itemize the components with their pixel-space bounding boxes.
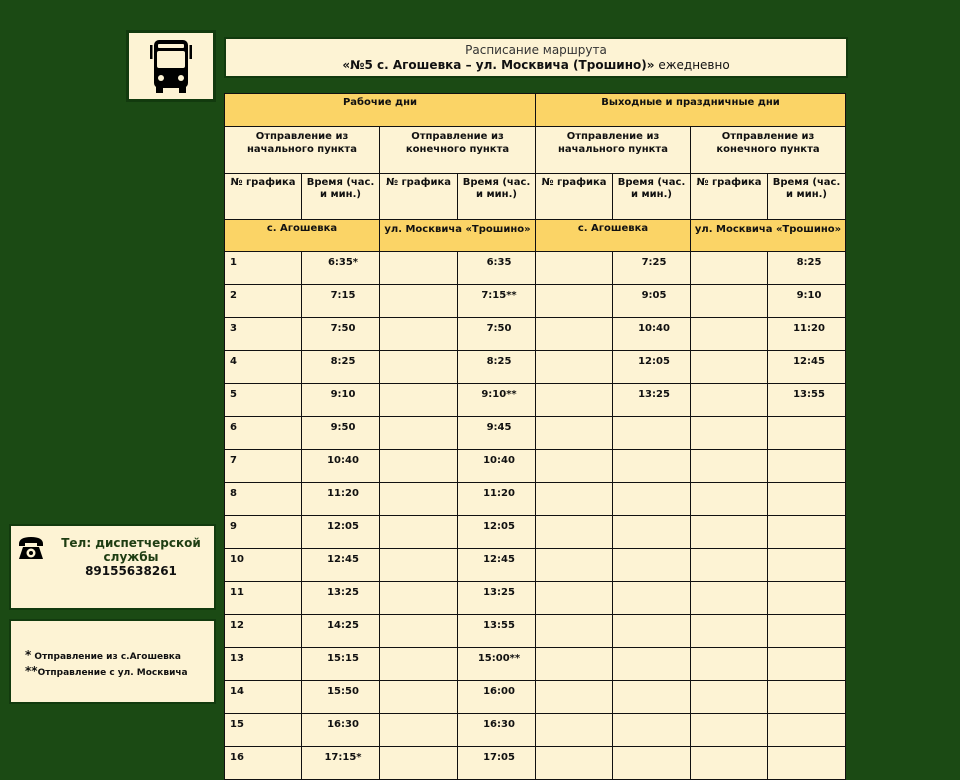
we-start-num [536, 318, 613, 351]
we-end-num [691, 351, 768, 384]
wd-end-time: 8:25 [458, 351, 536, 384]
we-start-num [536, 351, 613, 384]
title-suffix: ежедневно [654, 57, 730, 72]
we-start-num [536, 714, 613, 747]
wd-end-time: 12:05 [458, 516, 536, 549]
we-start-time [613, 450, 691, 483]
table-row [225, 648, 846, 681]
bus-icon [142, 37, 200, 95]
wd-end-num [380, 714, 458, 747]
wd-end-time: 7:50 [458, 318, 536, 351]
we-end-num [691, 417, 768, 450]
bus-logo-box [126, 30, 216, 102]
stop-end-wd: ул. Москвича «Трошино» [380, 220, 536, 252]
schedule-rows [225, 252, 846, 780]
row-num: 9 [225, 516, 302, 549]
wd-end-time: 12:45 [458, 549, 536, 582]
note-2 [25, 664, 214, 680]
table-row [225, 285, 846, 318]
table-row [225, 582, 846, 615]
we-start-time [613, 714, 691, 747]
wd-end-time: 15:00** [458, 648, 536, 681]
we-start-time [613, 747, 691, 780]
we-start-time [613, 516, 691, 549]
we-start-num [536, 450, 613, 483]
we-end-time [768, 516, 846, 549]
title-line2 [342, 58, 729, 73]
wd-start-time: 7:50 [302, 318, 380, 351]
we-end-time: 9:10 [768, 285, 846, 318]
row-num: 1 [225, 252, 302, 285]
wd-end-num [380, 318, 458, 351]
we-end-num [691, 648, 768, 681]
we-end-time [768, 582, 846, 615]
we-start-time [613, 648, 691, 681]
we-end-num [691, 714, 768, 747]
we-start-time: 13:25 [613, 384, 691, 417]
we-end-time: 8:25 [768, 252, 846, 285]
we-start-num [536, 516, 613, 549]
row-num: 16 [225, 747, 302, 780]
row-num: 4 [225, 351, 302, 384]
row-num: 3 [225, 318, 302, 351]
table-row [225, 384, 846, 417]
wd-end-num [380, 615, 458, 648]
wd-start-time: 12:05 [302, 516, 380, 549]
table-row [225, 615, 846, 648]
table-row [225, 417, 846, 450]
col-num-header: № графика [536, 174, 613, 220]
we-end-time [768, 450, 846, 483]
we-end-num [691, 615, 768, 648]
wd-start-time: 10:40 [302, 450, 380, 483]
wd-end-num [380, 285, 458, 318]
col-num-header: № графика [380, 174, 458, 220]
we-start-num [536, 285, 613, 318]
we-start-time [613, 417, 691, 450]
we-start-time [613, 549, 691, 582]
we-start-num [536, 615, 613, 648]
we-start-num [536, 483, 613, 516]
table-row [225, 450, 846, 483]
wd-end-num [380, 516, 458, 549]
we-end-time [768, 483, 846, 516]
row-num: 2 [225, 285, 302, 318]
route-name: «№5 с. Агошевка – ул. Москвича (Трошино)» [342, 57, 655, 72]
table-row [225, 483, 846, 516]
we-end-num [691, 252, 768, 285]
schedule-table [224, 93, 846, 780]
row-num: 10 [225, 549, 302, 582]
header-wd-from-end: Отправление из конечного пункта [380, 127, 536, 174]
wd-end-num [380, 681, 458, 714]
we-end-time [768, 549, 846, 582]
stop-end-we: ул. Москвича «Трошино» [691, 220, 846, 252]
wd-start-time: 14:25 [302, 615, 380, 648]
we-start-num [536, 582, 613, 615]
col-time-header: Время (час. и мин.) [458, 174, 536, 220]
wd-end-num [380, 417, 458, 450]
row-num: 6 [225, 417, 302, 450]
we-start-num [536, 648, 613, 681]
we-end-time [768, 714, 846, 747]
we-end-time [768, 615, 846, 648]
table-row [225, 681, 846, 714]
dispatcher-phone-box [9, 524, 216, 610]
we-end-num [691, 450, 768, 483]
row-num: 12 [225, 615, 302, 648]
we-end-num [691, 549, 768, 582]
wd-end-time: 9:45 [458, 417, 536, 450]
wd-end-num [380, 450, 458, 483]
phone-label [51, 536, 211, 578]
phone-number[interactable]: 89155638261 [85, 564, 177, 578]
we-end-num [691, 582, 768, 615]
title-line1: Расписание маршрута [465, 42, 607, 57]
we-end-time: 12:45 [768, 351, 846, 384]
table-row [225, 747, 846, 780]
wd-start-time: 9:50 [302, 417, 380, 450]
notes-box [9, 619, 216, 704]
we-start-num [536, 747, 613, 780]
wd-end-time: 16:30 [458, 714, 536, 747]
we-end-num [691, 483, 768, 516]
row-num: 8 [225, 483, 302, 516]
wd-start-time: 12:45 [302, 549, 380, 582]
wd-start-time: 15:15 [302, 648, 380, 681]
row-num: 14 [225, 681, 302, 714]
we-end-time [768, 747, 846, 780]
wd-end-time: 16:00 [458, 681, 536, 714]
wd-start-time: 8:25 [302, 351, 380, 384]
header-weekdays: Рабочие дни [225, 94, 536, 127]
header-we-from-start: Отправление из начального пункта [536, 127, 691, 174]
we-start-time: 9:05 [613, 285, 691, 318]
table-row [225, 351, 846, 384]
note-1 [25, 648, 214, 664]
we-end-num [691, 285, 768, 318]
wd-start-time: 16:30 [302, 714, 380, 747]
we-end-time [768, 648, 846, 681]
we-start-time: 12:05 [613, 351, 691, 384]
wd-end-time: 6:35 [458, 252, 536, 285]
wd-end-time: 13:55 [458, 615, 536, 648]
we-end-num [691, 516, 768, 549]
wd-end-time: 10:40 [458, 450, 536, 483]
wd-start-time: 6:35* [302, 252, 380, 285]
wd-end-num [380, 747, 458, 780]
we-end-num [691, 318, 768, 351]
wd-end-time: 9:10** [458, 384, 536, 417]
we-start-time [613, 681, 691, 714]
wd-start-time: 11:20 [302, 483, 380, 516]
we-start-time: 7:25 [613, 252, 691, 285]
table-row [225, 252, 846, 285]
we-end-time: 13:55 [768, 384, 846, 417]
wd-start-time: 7:15 [302, 285, 380, 318]
col-num-header: № графика [225, 174, 302, 220]
we-end-time [768, 681, 846, 714]
we-end-time [768, 417, 846, 450]
wd-end-time: 17:05 [458, 747, 536, 780]
wd-end-num [380, 252, 458, 285]
wd-end-num [380, 582, 458, 615]
phone-label-text: Тел: диспетчерской службы [61, 536, 201, 564]
table-row [225, 549, 846, 582]
we-end-num [691, 747, 768, 780]
table-row [225, 516, 846, 549]
row-num: 15 [225, 714, 302, 747]
row-num: 7 [225, 450, 302, 483]
col-num-header: № графика [691, 174, 768, 220]
table-row [225, 714, 846, 747]
schedule-title [224, 37, 848, 78]
we-start-num [536, 417, 613, 450]
row-num: 11 [225, 582, 302, 615]
wd-start-time: 13:25 [302, 582, 380, 615]
we-end-time: 11:20 [768, 318, 846, 351]
we-start-num [536, 252, 613, 285]
header-weekends: Выходные и праздничные дни [536, 94, 846, 127]
we-start-num [536, 384, 613, 417]
we-end-num [691, 384, 768, 417]
we-end-num [691, 681, 768, 714]
wd-start-time: 15:50 [302, 681, 380, 714]
table-row [225, 318, 846, 351]
wd-end-time: 11:20 [458, 483, 536, 516]
note-2-mark: ** [25, 664, 38, 678]
we-start-num [536, 549, 613, 582]
we-start-time [613, 582, 691, 615]
stop-start-we: с. Агошевка [536, 220, 691, 252]
col-time-header: Время (час. и мин.) [768, 174, 846, 220]
we-start-time [613, 483, 691, 516]
wd-end-time: 13:25 [458, 582, 536, 615]
note-1-mark: * [25, 648, 32, 662]
wd-start-time: 9:10 [302, 384, 380, 417]
note-2-text: Отправление с ул. Москвича [37, 668, 188, 678]
header-wd-from-start: Отправление из начального пункта [225, 127, 380, 174]
stop-start-wd: с. Агошевка [225, 220, 380, 252]
wd-end-num [380, 483, 458, 516]
row-num: 13 [225, 648, 302, 681]
col-time-header: Время (час. и мин.) [302, 174, 380, 220]
wd-end-num [380, 549, 458, 582]
we-start-time: 10:40 [613, 318, 691, 351]
note-1-text: Отправление из с.Агошевка [31, 652, 181, 662]
wd-end-time: 7:15** [458, 285, 536, 318]
we-start-time [613, 615, 691, 648]
col-time-header: Время (час. и мин.) [613, 174, 691, 220]
wd-end-num [380, 351, 458, 384]
wd-start-time: 17:15* [302, 747, 380, 780]
wd-end-num [380, 648, 458, 681]
we-start-num [536, 681, 613, 714]
wd-end-num [380, 384, 458, 417]
phone-icon [17, 535, 45, 561]
header-we-from-end: Отправление из конечного пункта [691, 127, 846, 174]
row-num: 5 [225, 384, 302, 417]
